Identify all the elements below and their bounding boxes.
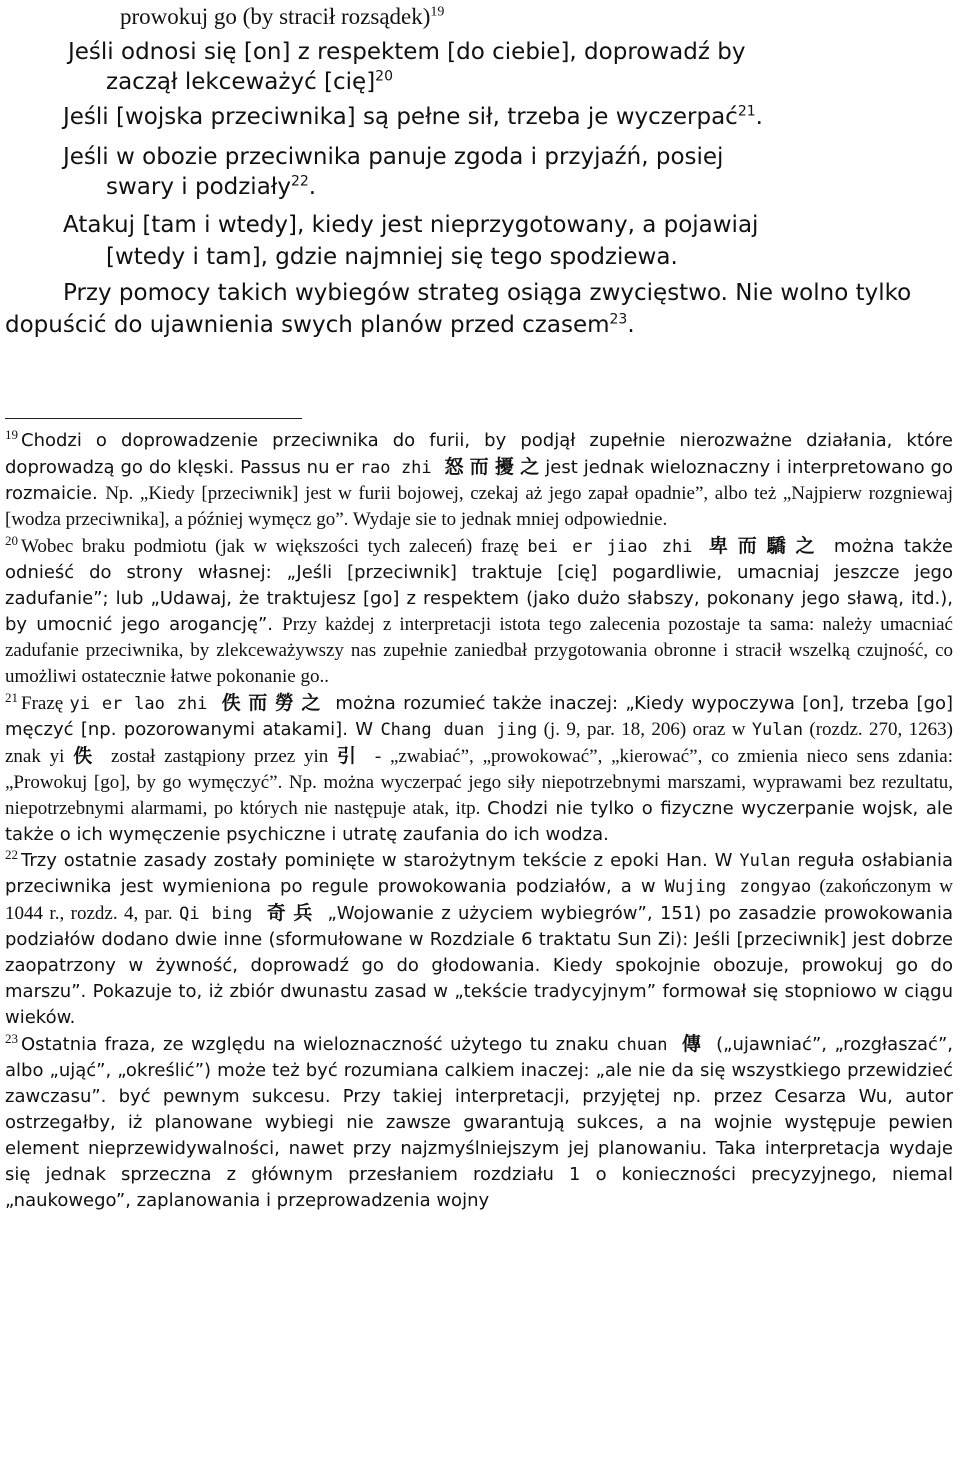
footnote-22 <box>5 848 953 1031</box>
body-line: Jeśli odnosi się [on] z respektem [do ciebie], doprowadź by <box>68 39 746 65</box>
footnote-text: Chang duan jing <box>380 720 538 740</box>
body-line: prowokuj go (by stracił rozsądek)$^{19}$ <box>120 4 445 29</box>
footnote-text: yi er lao zhi <box>69 694 208 714</box>
footnote-text: Chodzi o doprowadzenie przeciwnika do furii, by podjął zupełnie nierozważne działania, które doprowadzą go do klęski. Passus nu er <box>5 430 953 478</box>
body-line: swary i podziały$^{22}$. <box>106 173 317 200</box>
footnote-text: (j. 9, par. 18, 206) oraz w <box>537 719 752 740</box>
footnote-separator <box>5 418 302 419</box>
footnote-text: bei er jiao zhi <box>527 537 693 557</box>
footnote-text: Frazę <box>21 693 70 714</box>
footnote-text: Yulan <box>739 851 791 871</box>
footnote-ref: 21 <box>737 103 756 120</box>
footnote-text: został zastąpiony przez yin <box>102 746 338 767</box>
footnote-ref: 22 <box>290 173 309 190</box>
footnote-number: 23 <box>5 1030 18 1046</box>
footnote-text: (rozdz. 270, 1263) znak yi <box>5 719 953 767</box>
footnote-text: Wujing zongyao <box>664 877 812 897</box>
footnote-number: 22 <box>5 846 18 862</box>
body-line: dopuścić do ujawnienia swych planów przed czasem$^{23}$. <box>5 311 635 338</box>
footnote-text: Trzy ostatnie zasady zostały pominięte w starożytnym tekście z epoki Han. W <box>21 850 740 871</box>
footnote-text: („ujawniać”, „rozgłaszać”, albo „ująć”, „określić”) może też być rozumiana calkiem inaczej: „ale nie da się wszystkiego przewidzieć zawczasu”. być pewnym sukcesu. Przy takiej interpretacji, przyjętej np. przez Cesarza Wu, autor ostrzegałby, iż planowane wybiegi nie zawsze gwarantują sukces, a na wojnie występuje pewien element nieprzewidywalności, nawet przy najzmyślniejszym jej planowaniu. Taka interpretacja wydaje się jednak sprzeczna z głównym przesłaniem rozdziału 1 o konieczności precyzyjnego, niemal „naukowego”, zaplanowania i przeprowadzenia wojny <box>5 1034 953 1211</box>
footnote-20 <box>5 533 953 690</box>
footnote-ref: 23 <box>609 311 628 328</box>
footnote-text: Ostatnia fraza, ze względu na wieloznaczność użytego tu znaku <box>21 1034 617 1055</box>
footnote-text: chuan <box>616 1035 668 1055</box>
chinese-characters: 引 <box>337 745 367 767</box>
footnote-text: (zakończonym w 1044 r., rozdz. 4, par. <box>5 876 953 924</box>
body-line: zaczął lekceważyć [cię]$^{20}$ <box>106 68 393 95</box>
footnote-19 <box>5 428 953 533</box>
chinese-characters: 佚 <box>73 745 103 767</box>
chinese-characters: 卑而驕之 <box>692 535 825 557</box>
chinese-characters: 佚而勞之 <box>207 692 329 714</box>
footnote-ref: 19 <box>430 4 445 20</box>
footnote-text: Np. można wyczerpać jego siły niepotrzebnymi marszami, wyprawami bez rezultatu, niepotrzebnymi alarmami, po których nie następuje atak, itp. <box>5 772 953 819</box>
body-line: Jeśli w obozie przeciwnika panuje zgoda i przyjaźń, posiej <box>63 144 724 170</box>
footnote-text: Yulan <box>751 720 803 740</box>
chinese-characters: 傳 <box>667 1033 709 1055</box>
footnote-text: Wobec braku podmiotu (jak w większości tych zaleceń) frazę <box>21 536 528 557</box>
footnote-text: reguła osłabiania przeciwnika jest wymieniona po regule prowokowania podziałów, a w <box>5 850 953 897</box>
footnote-text: jest jednak wieloznaczny i interpretowano go rozmaicie. <box>5 457 953 504</box>
footnote-text: „Wojowanie z użyciem wybiegrów”, 151) po zasadzie prowokowania podziałów dodano dwie inne (sformułowane w Rozdziale 6 traktatu Sun Zi): Jeśli [przeciwnik] jest dobrze zaopatrzony w żywność, doprowadź go do głodowania. Kiedy spokojnie obozuje, prowokuj go do marszu”. Pokazuje to, iż zbiór dwunastu zasad w „tekście tradycyjnym” formował się stopniowo w ciągu wieków. <box>5 903 953 1028</box>
footnote-number: 21 <box>5 689 18 705</box>
footnote-number: 19 <box>5 426 18 442</box>
footnote-text: Przy każdej z interpretacji istota tego zalecenia pozostaje ta sama: należy umacniać zadufanie przeciwnika, by zlekceważywszy nas zupełnie zaniedbał przygotowania obronne i stracił wszelką czujność, co umożliwi ostatecznie łatwe pokonanie go.. <box>5 614 953 687</box>
footnote-text: rao zhi <box>359 458 432 478</box>
footnote-number: 20 <box>5 532 18 548</box>
footnote-23 <box>5 1031 953 1214</box>
body-line: Jeśli [wojska przeciwnika] są pełne sił, trzeba je wyczerpać$^{21}$. <box>63 103 763 130</box>
footnote-ref: 20 <box>375 68 393 85</box>
footnote-text: Np. „Kiedy [przeciwnik] jest w furii bojowej, czekaj aż jego zapał opadnie”, albo też „Najpierw rozgniewaj [wodza przeciwnika], a później wymęcz go”. Wydaje sie to jednak mniej odpowiednie. <box>5 483 953 530</box>
body-line: [wtedy i tam], gdzie najmniej się tego spodziewa. <box>106 244 678 270</box>
footnote-text: można także odnieść do strony własnej: „Jeśli [przeciwnik] traktuje [cię] pogardliwie, umacniaj jeszcze jego zadufanie”; lub „Udawaj, że traktujesz [go] z respektem (jako dużo słabszy, pokonany jego sławą, itd.), by umocnić jego arogancję”. <box>5 536 953 635</box>
body-line: Atakuj [tam i wtedy], kiedy jest nieprzygotowany, a pojawiaj <box>63 212 759 238</box>
footnote-21 <box>5 690 953 848</box>
footnote-text: - „zwabiać”, „prowokować”, „kierować”, co zmienia nieco sens zdania: „Prowokuj [go], by go wymęczyć”. <box>5 746 953 793</box>
footnote-text: można rozumieć także inaczej: „Kiedy wypoczywa [on], trzeba [go] męczyć [np. pozorowanymi atakami]. W <box>5 693 953 740</box>
body-line: Przy pomocy takich wybiegów strateg osiąga zwycięstwo. Nie wolno tylko <box>63 280 912 306</box>
footnote-text: Chodzi nie tylko o fizyczne wyczerpanie wojsk, ale także o ich wymęczenie psychiczne i utratę zaufania do ich wodza. <box>5 798 953 845</box>
chinese-characters: 怒而擾之 <box>431 456 546 478</box>
footnotes-section <box>5 428 953 1214</box>
footnote-text: Qi bing <box>179 904 253 924</box>
chinese-characters: 奇兵 <box>252 902 321 924</box>
